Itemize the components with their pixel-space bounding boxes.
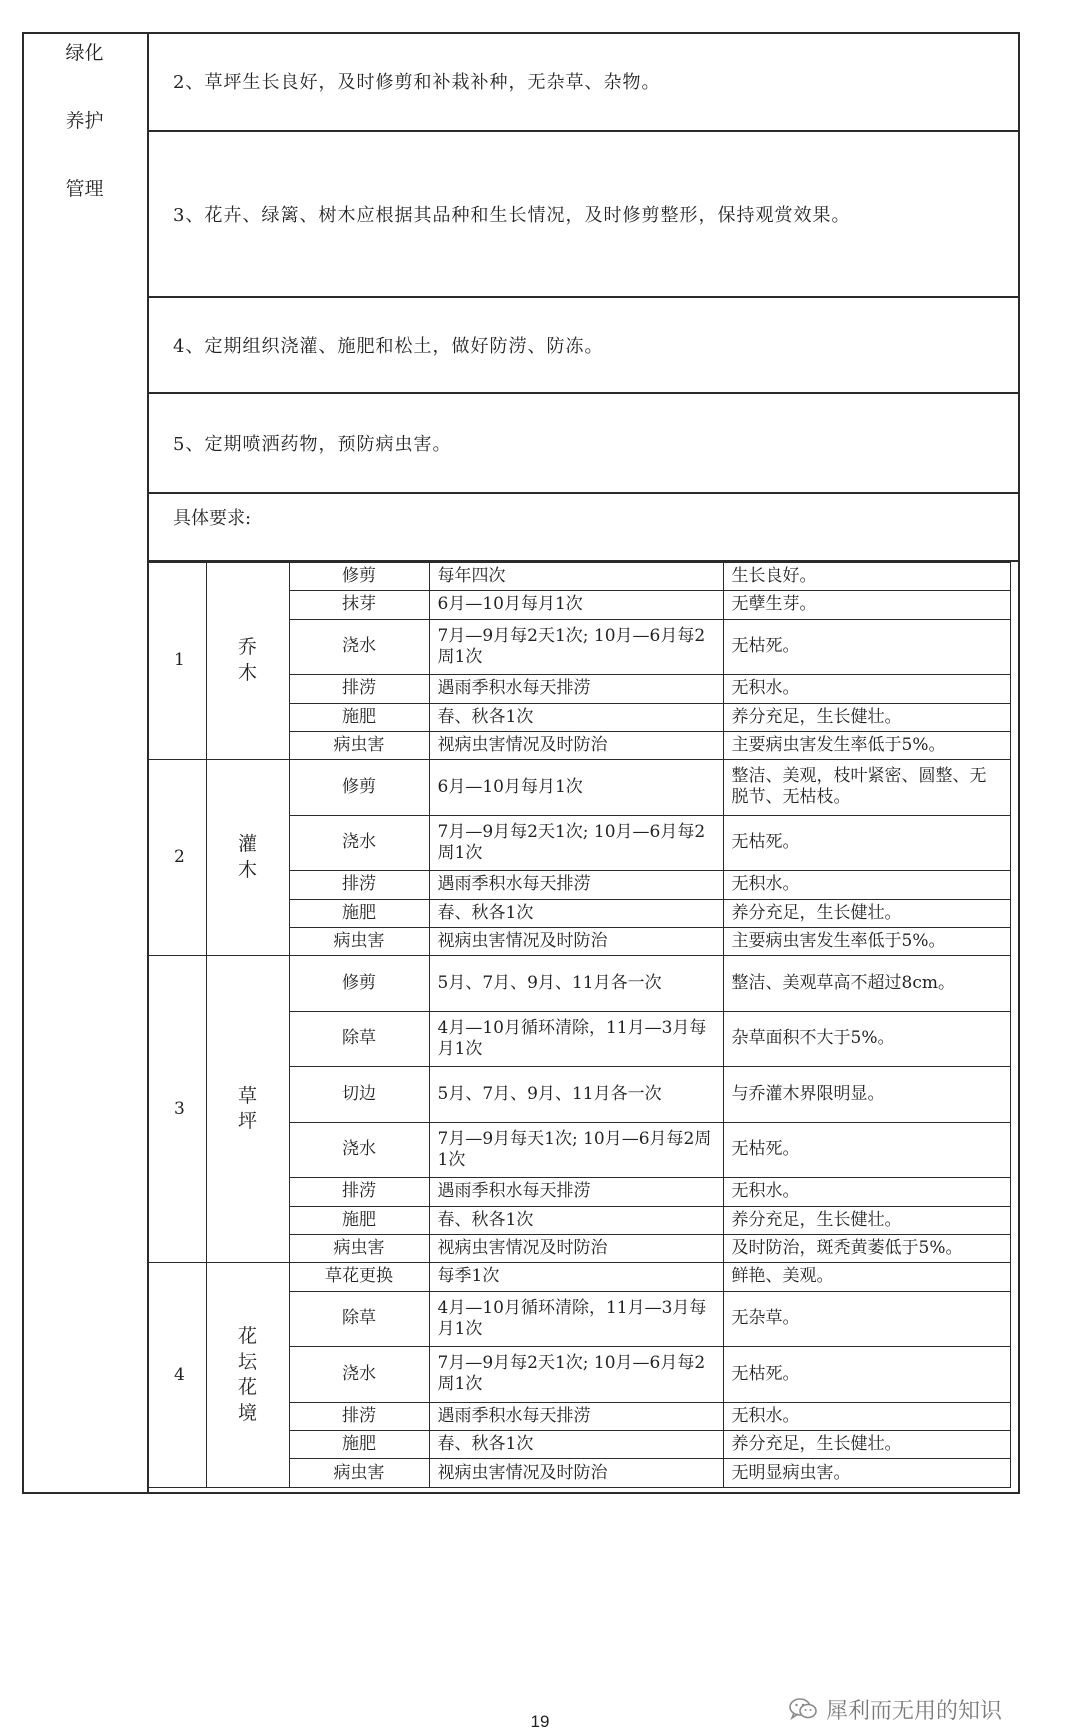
table-row [149,956,1010,1012]
standard-cell: 无积水。 [723,871,1010,899]
standard-cell: 无积水。 [723,1178,1010,1206]
standard-cell: 无积水。 [723,1402,1010,1430]
standard-cell: 养分充足，生长健壮。 [723,899,1010,927]
item-cell: 排涝 [289,675,429,703]
item-cell: 病虫害 [289,1235,429,1263]
standard-cell: 无枯死。 [723,619,1010,675]
item-cell: 浇水 [289,1122,429,1178]
frequency-cell: 每季1次 [429,1263,723,1291]
group-kind-text: 花坛花境 [237,1324,257,1424]
item-cell: 病虫害 [289,1459,429,1488]
standard-cell: 整洁、美观草高不超过8cm。 [723,956,1010,1012]
table-row [149,760,1010,816]
table-row [149,1263,1010,1291]
item-cell: 施肥 [289,1431,429,1459]
requirements-area [149,562,1020,1494]
frequency-cell: 4月—10月循环清除，11月—3月每月1次 [429,1011,723,1067]
item-cell: 切边 [289,1067,429,1123]
standard-cell: 主要病虫害发生率低于5%。 [723,731,1010,759]
requirements-label: 具体要求: [173,508,252,529]
item-cell: 施肥 [289,1206,429,1234]
item-cell: 病虫害 [289,731,429,759]
frequency-cell: 5月、7月、9月、11月各一次 [429,956,723,1012]
item-cell: 病虫害 [289,927,429,955]
item-cell: 除草 [289,1011,429,1067]
standard-cell: 无枯死。 [723,1347,1010,1403]
frequency-cell: 7月—9月每2天1次; 10月—6月每2周1次 [429,619,723,675]
group-kind [206,956,289,1263]
frequency-cell: 遇雨季积水每天排涝 [429,871,723,899]
item-cell: 除草 [289,1291,429,1347]
requirements-heading [149,494,1020,562]
item-cell: 抹芽 [289,591,429,619]
item-cell: 排涝 [289,871,429,899]
requirements-table [149,562,1011,1488]
standard-cell: 鲜艳、美观。 [723,1263,1010,1291]
standard-row-3 [149,132,1020,298]
group-kind [206,760,289,956]
category-line-1: 绿化 [65,42,104,64]
item-cell: 排涝 [289,1402,429,1430]
watermark-text: 犀利而无用的知识 [826,1698,1003,1724]
page-number: 19 [530,1712,550,1731]
standard-cell: 养分充足，生长健壮。 [723,1206,1010,1234]
frequency-cell: 7月—9月每2天1次; 10月—6月每2周1次 [429,815,723,871]
category-line-2: 养护 [65,110,104,132]
item-cell: 浇水 [289,619,429,675]
item-cell: 修剪 [289,760,429,816]
frequency-cell: 春、秋各1次 [429,1431,723,1459]
frequency-cell: 视病虫害情况及时防治 [429,1235,723,1263]
group-kind-text: 灌木 [237,833,257,881]
item-cell: 草花更换 [289,1263,429,1291]
standard-cell: 养分充足，生长健壮。 [723,703,1010,731]
frequency-cell: 6月—10月每月1次 [429,591,723,619]
standard-text: 3、花卉、绿篱、树木应根据其品种和生长情况，及时修剪整形，保持观赏效果。 [173,205,851,226]
standard-cell: 无杂草。 [723,1291,1010,1347]
frequency-cell: 视病虫害情况及时防治 [429,927,723,955]
category-cell [22,32,149,1494]
item-cell: 施肥 [289,703,429,731]
group-number: 1 [149,563,206,760]
table-row [149,563,1010,591]
standard-cell: 主要病虫害发生率低于5%。 [723,927,1010,955]
frequency-cell: 每年四次 [429,563,723,591]
frequency-cell: 遇雨季积水每天排涝 [429,1178,723,1206]
group-kind [206,563,289,760]
item-cell: 施肥 [289,899,429,927]
standard-cell: 养分充足，生长健壮。 [723,1431,1010,1459]
standard-cell: 无积水。 [723,675,1010,703]
item-cell: 浇水 [289,1347,429,1403]
standard-row-4 [149,298,1020,394]
standard-cell: 整洁、美观，枝叶紧密、圆整、无脱节、无枯枝。 [723,760,1010,816]
frequency-cell: 视病虫害情况及时防治 [429,1459,723,1488]
standard-cell: 无孽生芽。 [723,591,1010,619]
frequency-cell: 视病虫害情况及时防治 [429,731,723,759]
wechat-icon [788,1696,818,1722]
group-kind [206,1263,289,1488]
standard-cell: 与乔灌木界限明显。 [723,1067,1010,1123]
frequency-cell: 春、秋各1次 [429,703,723,731]
standard-text: 2、草坪生长良好，及时修剪和补栽补种，无杂草、杂物。 [173,72,661,93]
item-cell: 排涝 [289,1178,429,1206]
item-cell: 浇水 [289,815,429,871]
item-cell: 修剪 [289,563,429,591]
group-kind-text: 乔木 [237,636,257,685]
frequency-cell: 6月—10月每月1次 [429,760,723,816]
frequency-cell: 春、秋各1次 [429,1206,723,1234]
group-number: 3 [149,956,206,1263]
item-cell: 修剪 [289,956,429,1012]
watermark [788,1694,1002,1724]
standard-cell: 杂草面积不大于5%。 [723,1011,1010,1067]
standard-row-2 [149,32,1020,132]
frequency-cell: 遇雨季积水每天排涝 [429,1402,723,1430]
frequency-cell: 7月—9月每2天1次; 10月—6月每2周1次 [429,1347,723,1403]
frequency-cell: 遇雨季积水每天排涝 [429,675,723,703]
group-number: 4 [149,1263,206,1488]
standard-cell: 无枯死。 [723,1122,1010,1178]
group-kind-text: 草坪 [237,1084,257,1133]
standard-cell: 无枯死。 [723,815,1010,871]
frequency-cell: 4月—10月循环清除，11月—3月每月1次 [429,1291,723,1347]
frequency-cell: 春、秋各1次 [429,899,723,927]
standard-cell: 生长良好。 [723,563,1010,591]
frequency-cell: 5月、7月、9月、11月各一次 [429,1067,723,1123]
frequency-cell: 7月—9月每天1次; 10月—6月每2周1次 [429,1122,723,1178]
requirements-table-body [149,563,1010,1488]
standard-text: 5、定期喷洒药物，预防病虫害。 [173,434,452,455]
standard-cell: 无明显病虫害。 [723,1459,1010,1488]
group-number: 2 [149,760,206,956]
standard-text: 4、定期组织浇灌、施肥和松土，做好防涝、防冻。 [173,336,604,357]
category-line-3: 管理 [65,178,104,200]
standard-cell: 及时防治，斑秃黄萎低于5%。 [723,1235,1010,1263]
standard-row-5 [149,394,1020,494]
